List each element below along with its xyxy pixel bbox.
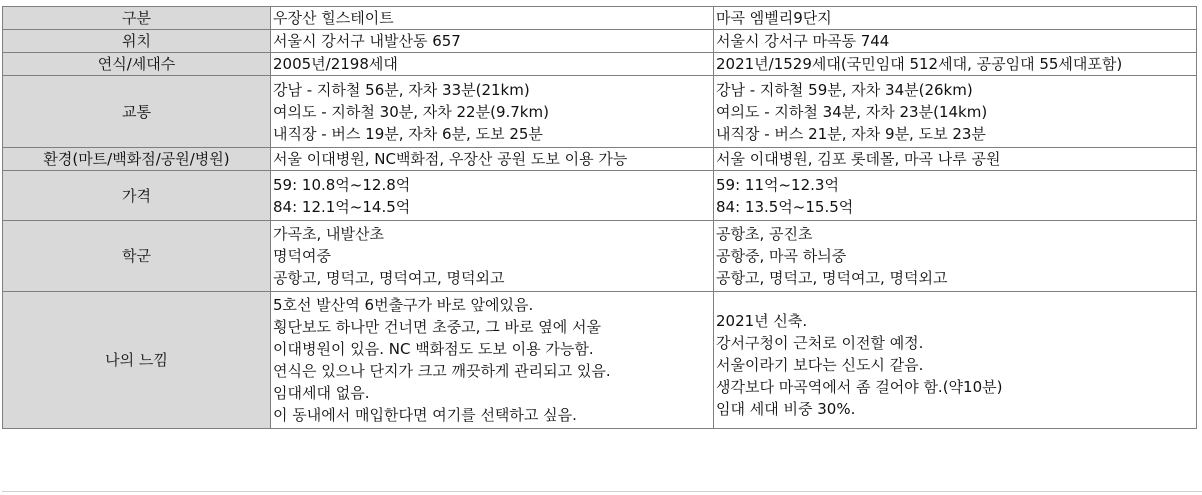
table-row — [3, 171, 1197, 221]
row-col1-cell — [271, 221, 714, 292]
row-col2-cell — [714, 76, 1197, 148]
cell-text-line: 2021년 신축. — [716, 312, 808, 330]
comparison-table-body — [3, 7, 1197, 429]
cell-text-line: 5호선 발산역 6번출구가 바로 앞에있음. — [273, 296, 534, 314]
sheet-gridline-bottom — [2, 491, 1202, 492]
cell-text-line: 서울시 강서구 마곡동 744 — [716, 32, 890, 50]
cell-text-line: 2005년/2198세대 — [273, 55, 398, 73]
row-label-cell: 위치 — [3, 30, 271, 53]
cell-text-line: 명덕여중 — [273, 247, 331, 265]
row-label-cell: 학군 — [3, 221, 271, 292]
cell-text-line: 공항중, 마곡 하늬중 — [716, 247, 847, 265]
header-row — [3, 7, 1197, 30]
table-row — [3, 148, 1197, 171]
cell-text-line: 연식은 있으나 단지가 크고 깨끗하게 관리되고 있음. — [273, 362, 611, 380]
cell-text-line: 공항초, 공진초 — [716, 225, 813, 243]
row-label-cell: 연식/세대수 — [3, 53, 271, 76]
row-col2-cell — [714, 30, 1197, 53]
cell-text-line: 임대세대 없음. — [273, 384, 370, 402]
header-label-cell: 구분 — [3, 7, 271, 30]
cell-text-line: 가곡초, 내발산초 — [273, 225, 384, 243]
cell-text-line: 서울 이대병원, NC백화점, 우장산 공원 도보 이용 가능 — [273, 150, 628, 168]
table-row — [3, 53, 1197, 76]
cell-text-line: 이대병원이 있음. NC 백화점도 도보 이용 가능함. — [273, 340, 594, 358]
cell-text-line: 공항고, 명덕고, 명덕여고, 명덕외고 — [716, 269, 948, 287]
table-row — [3, 292, 1197, 429]
cell-text-line: 내직장 - 버스 21분, 자차 9분, 도보 23분 — [716, 124, 986, 143]
header-col1-cell: 우장산 힐스테이트 — [271, 7, 714, 30]
cell-text-line: 59: 11억~12.3억 — [716, 175, 839, 194]
row-col1-cell — [271, 292, 714, 429]
cell-text-line: 횡단보도 하나만 건너면 초중고, 그 바로 옆에 서울 — [273, 318, 601, 336]
row-col2-cell — [714, 53, 1197, 76]
cell-text-line: 서울이라기 보다는 신도시 같음. — [716, 356, 924, 374]
table-row — [3, 221, 1197, 292]
cell-text-line: 2021년/1529세대(국민임대 512세대, 공공임대 55세대포함) — [716, 55, 1123, 73]
table-row — [3, 30, 1197, 53]
header-col2-cell: 마곡 엠벨리9단지 — [714, 7, 1197, 30]
cell-text-line: 이 동내에서 매입한다면 여기를 선택하고 싶음. — [273, 406, 577, 424]
cell-text-line: 생각보다 마곡역에서 좀 걸어야 함.(약10분) — [716, 378, 1003, 396]
cell-text-line: 공항고, 명덕고, 명덕여고, 명덕외고 — [273, 269, 505, 287]
cell-text-line: 84: 13.5억~15.5억 — [716, 197, 854, 216]
cell-text-line: 서울시 강서구 내발산동 657 — [273, 32, 461, 50]
cell-text-line: 서울 이대병원, 김포 롯데몰, 마곡 나루 공원 — [716, 150, 1001, 168]
cell-text-line: 59: 10.8억~12.8억 — [273, 175, 411, 194]
row-col1-cell — [271, 76, 714, 148]
row-col1-cell — [271, 30, 714, 53]
cell-text-line: 강서구청이 근처로 이전할 예정. — [716, 334, 924, 352]
row-col1-cell — [271, 171, 714, 221]
cell-text-line: 강남 - 지하철 59분, 자차 34분(26km) — [716, 80, 973, 99]
row-col1-cell — [271, 148, 714, 171]
cell-text-line: 임대 세대 비중 30%. — [716, 400, 856, 418]
row-label-cell: 환경(마트/백화점/공원/병원) — [3, 148, 271, 171]
cell-text-line: 여의도 - 지하철 34분, 자차 23분(14km) — [716, 102, 988, 121]
row-label-cell: 나의 느낌 — [3, 292, 271, 429]
comparison-table — [2, 6, 1197, 429]
cell-text-line: 내직장 - 버스 19분, 자차 6분, 도보 25분 — [273, 124, 543, 143]
row-col2-cell — [714, 292, 1197, 429]
row-col2-cell — [714, 221, 1197, 292]
row-label-cell: 가격 — [3, 171, 271, 221]
cell-text-line: 여의도 - 지하철 30분, 자차 22분(9.7km) — [273, 102, 549, 121]
cell-text-line: 강남 - 지하철 56분, 자차 33분(21km) — [273, 80, 530, 99]
row-label-cell: 교통 — [3, 76, 271, 148]
row-col2-cell — [714, 148, 1197, 171]
table-row — [3, 76, 1197, 148]
row-col2-cell — [714, 171, 1197, 221]
row-col1-cell — [271, 53, 714, 76]
cell-text-line: 84: 12.1억~14.5억 — [273, 197, 411, 216]
